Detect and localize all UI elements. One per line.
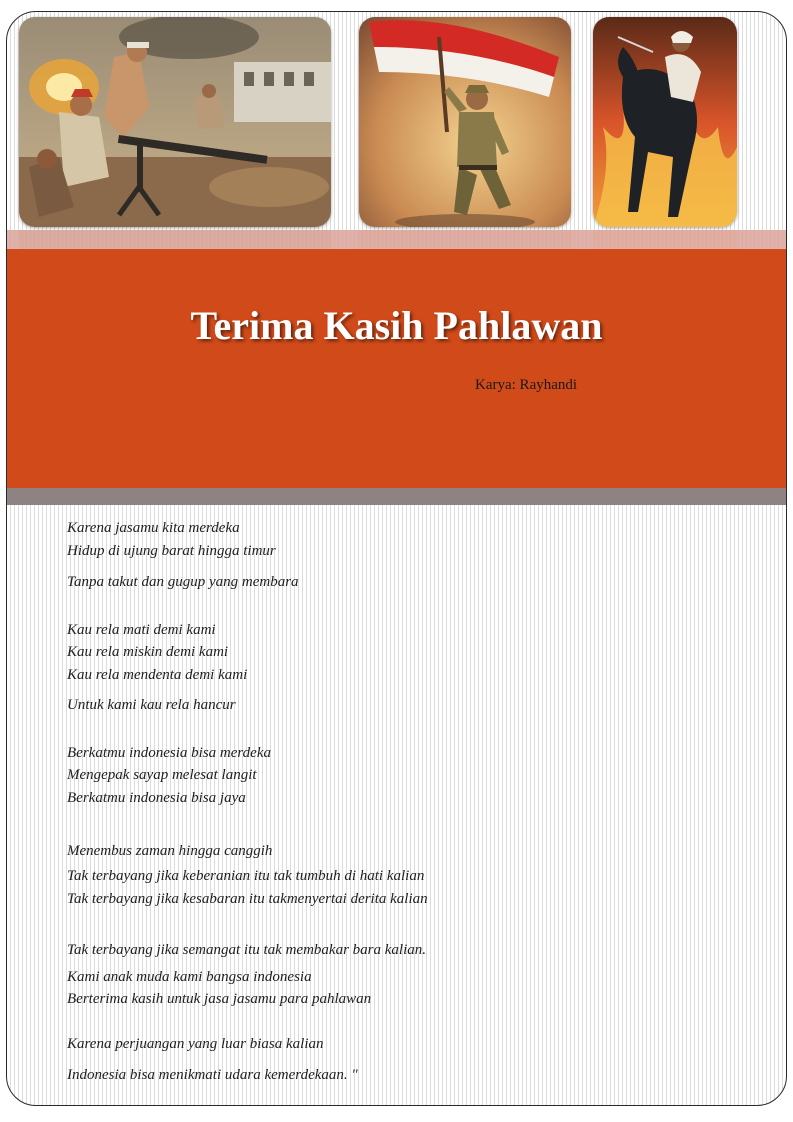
header-band: [7, 249, 786, 488]
poem-line: Tak terbayang jika kesabaran itu takmenyertai derita kalian: [67, 891, 428, 907]
poem-line: Berkatmu indonesia bisa merdeka: [67, 745, 271, 761]
poem-line: Kami anak muda kami bangsa indonesia: [67, 969, 312, 985]
poem-line: Berterima kasih untuk jasa jasamu para pahlawan: [67, 991, 372, 1007]
poem-line: Untuk kami kau rela hancur: [67, 697, 236, 713]
poem-line: Tak terbayang jika keberanian itu tak tumbuh di hati kalian: [67, 868, 425, 884]
poem-line: Tak terbayang jika semangat itu tak membakar bara kalian.: [67, 942, 426, 958]
poem-line: Karena jasamu kita merdeka: [67, 520, 240, 536]
poem-line: Kau rela mendenta demi kami: [67, 667, 248, 683]
battle-painting-image: [19, 17, 331, 227]
author-credit: Karya: Rayhandi: [475, 377, 578, 393]
poem-line: Kau rela mati demi kami: [67, 622, 216, 638]
page-title: Terima Kasih Pahlawan: [190, 303, 603, 348]
divider-band: [7, 488, 786, 505]
flag-bearer-image: [359, 17, 571, 227]
poem-line: Hidup di ujung barat hingga timur: [67, 543, 276, 559]
poem-line: Mengepak sayap melesat langit: [67, 767, 257, 783]
poem-line: Karena perjuangan yang luar biasa kalian: [67, 1036, 324, 1052]
poem-line: Indonesia bisa menikmati udara kemerdekaan. ": [67, 1067, 358, 1083]
poem-line: Tanpa takut dan gugup yang membara: [67, 574, 299, 590]
poem-line: Berkatmu indonesia bisa jaya: [67, 790, 246, 806]
poem-line: Menembus zaman hingga canggih: [67, 843, 273, 859]
page-frame: [6, 11, 787, 1106]
accent-band: [7, 230, 786, 249]
horse-rider-image: [593, 17, 737, 227]
poem-line: Kau rela miskin demi kami: [67, 644, 229, 660]
